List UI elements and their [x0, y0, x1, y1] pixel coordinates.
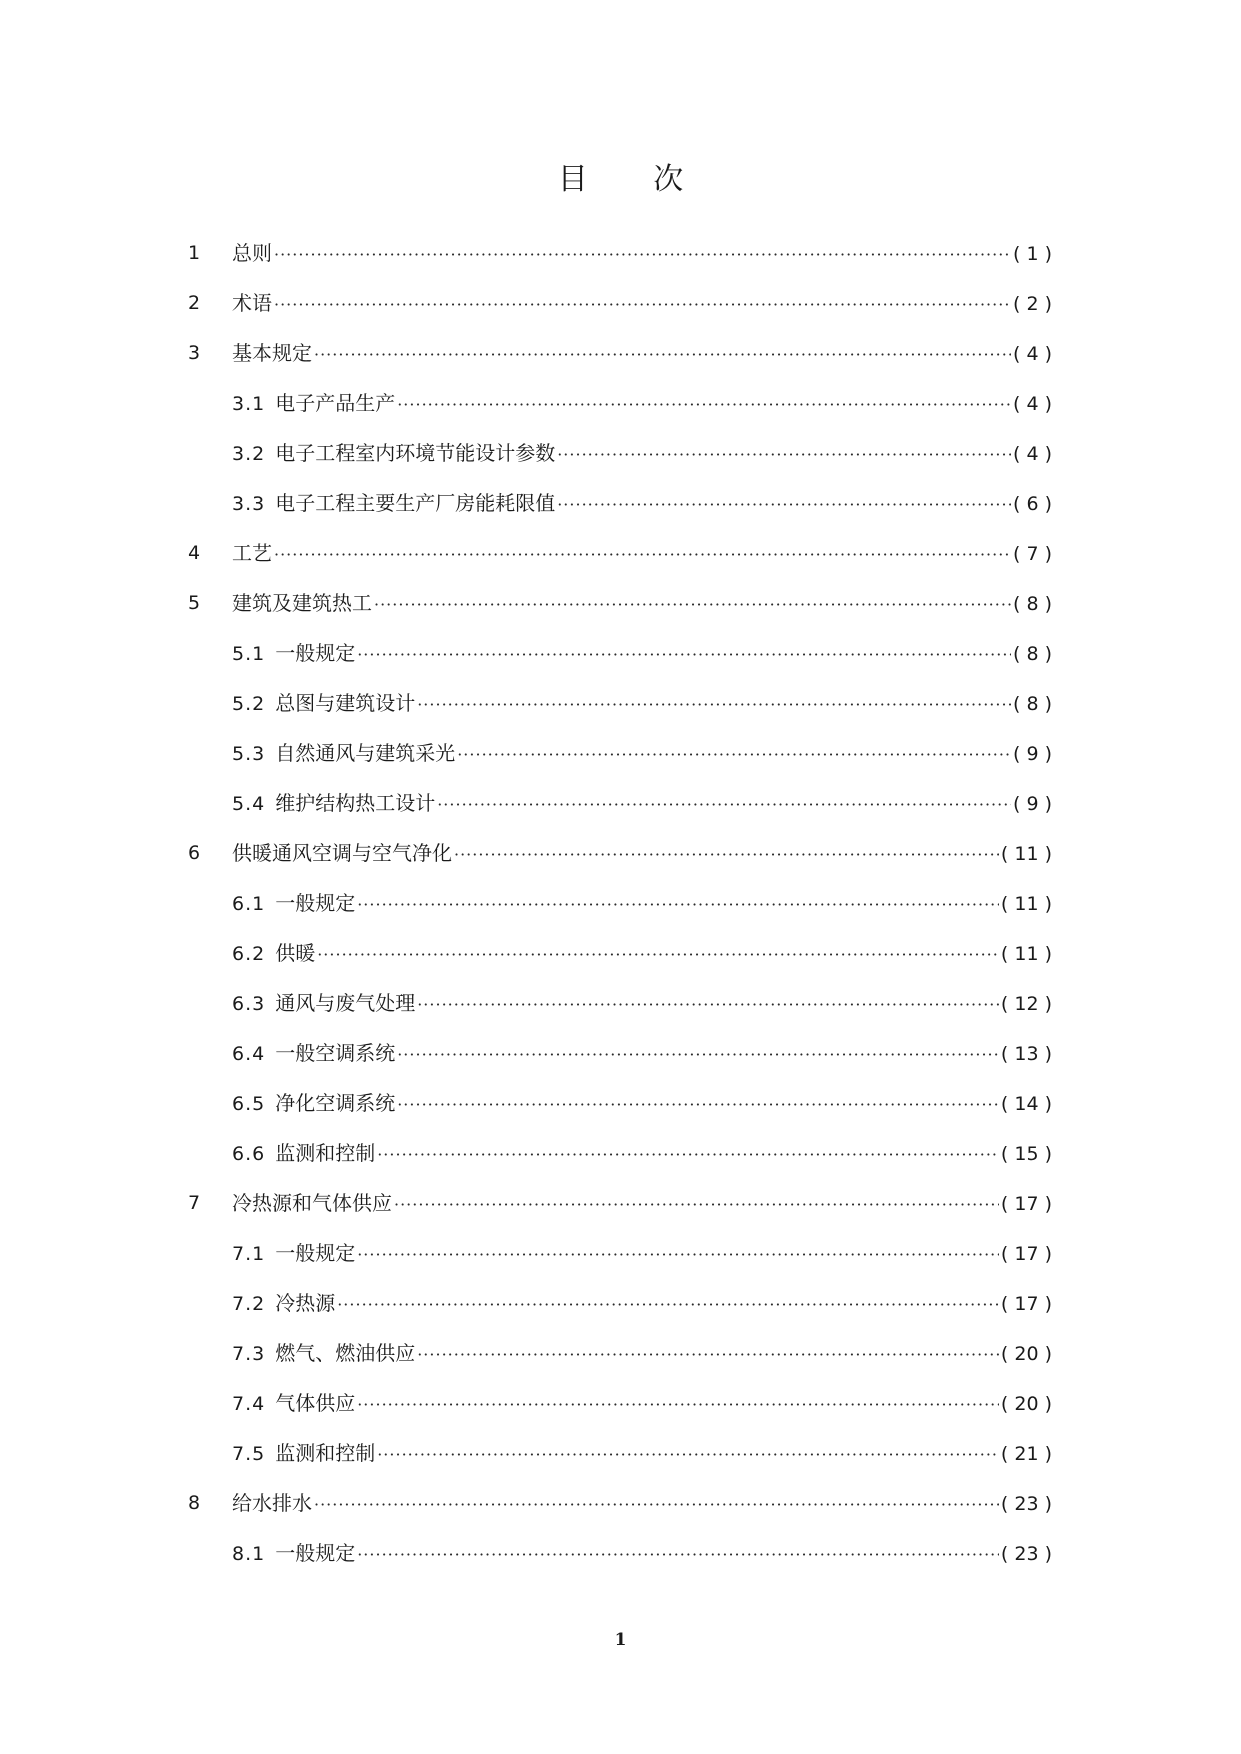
toc-entry-line	[232, 1378, 1052, 1430]
toc-entry[interactable]	[0, 1278, 1241, 1328]
paren-close: )	[1038, 1043, 1052, 1065]
toc-entry-title: 给水排水	[232, 1491, 312, 1515]
toc-dot-leader	[357, 1380, 999, 1430]
toc-entry-line	[232, 628, 1052, 680]
toc-section-number: 7.2	[232, 1293, 266, 1315]
paren-open: (	[1013, 593, 1027, 615]
toc-entry[interactable]	[0, 728, 1241, 778]
toc-entry-heading	[232, 1078, 395, 1129]
toc-page-number: 11	[1014, 843, 1039, 865]
toc-page-number: 13	[1014, 1043, 1039, 1065]
toc-entry-title: 冷热源和气体供应	[232, 1191, 392, 1215]
paren-close: )	[1038, 293, 1052, 315]
toc-section-number: 7.5	[232, 1443, 266, 1465]
toc-page-number: 20	[1014, 1393, 1039, 1415]
toc-dot-leader	[557, 480, 1011, 530]
toc-section-number: 6.6	[232, 1143, 266, 1165]
paren-open: (	[1013, 543, 1027, 565]
toc-dot-leader	[357, 1230, 999, 1280]
toc-entry[interactable]	[0, 1128, 1241, 1178]
toc-chapter-number: 1	[188, 242, 201, 264]
toc-entry-line	[232, 478, 1052, 530]
toc-entry-line	[232, 828, 1052, 880]
toc-dot-leader	[454, 830, 999, 880]
toc-entry[interactable]	[0, 428, 1241, 478]
paren-open: (	[1000, 1443, 1015, 1465]
toc-dot-leader	[397, 1030, 999, 1080]
toc-entry-line	[232, 1428, 1052, 1480]
toc-entry-title: 电子产品生产	[275, 391, 396, 415]
toc-entry[interactable]	[0, 1028, 1241, 1078]
toc-entry[interactable]	[0, 1078, 1241, 1128]
paren-close: )	[1038, 893, 1052, 915]
toc-dot-leader	[557, 430, 1011, 480]
toc-section-number: 3.1	[232, 393, 266, 415]
paren-open: (	[1000, 943, 1015, 965]
paren-close: )	[1038, 1293, 1052, 1315]
paren-open: (	[1000, 1043, 1015, 1065]
paren-close: )	[1038, 943, 1052, 965]
toc-entry-heading	[232, 378, 395, 429]
toc-entry[interactable]	[0, 1228, 1241, 1278]
paren-open: (	[1013, 343, 1027, 365]
toc-entry-line	[232, 1228, 1052, 1280]
paren-close: )	[1038, 843, 1052, 865]
toc-entry-title: 工艺	[232, 541, 272, 565]
toc-section-number: 7.4	[232, 1393, 266, 1415]
toc-page-ref	[1013, 529, 1052, 579]
toc-entry-title: 气体供应	[275, 1391, 356, 1415]
paren-close: )	[1038, 543, 1052, 565]
toc-page-number: 12	[1014, 993, 1039, 1015]
toc-entry-heading	[232, 1428, 375, 1479]
paren-close: )	[1038, 1193, 1052, 1215]
toc-entry[interactable]	[0, 978, 1241, 1028]
toc-dot-leader	[397, 1080, 999, 1130]
paren-close: )	[1038, 493, 1052, 515]
paren-close: )	[1038, 1443, 1052, 1465]
toc-page-ref	[1013, 679, 1052, 729]
toc-dot-leader	[457, 730, 1011, 780]
toc-page-ref	[1001, 1529, 1052, 1579]
toc-page-ref	[1001, 1379, 1052, 1429]
paren-close: )	[1038, 593, 1052, 615]
toc-entry-title: 通风与废气处理	[275, 991, 416, 1015]
toc-entry-line	[232, 678, 1052, 730]
page-number: 1	[614, 1630, 627, 1650]
toc-section-number: 6.5	[232, 1093, 266, 1115]
toc-entry-title: 一般规定	[275, 891, 356, 915]
paren-close: )	[1038, 1393, 1052, 1415]
paren-close: )	[1038, 1343, 1052, 1365]
toc-page-number: 9	[1026, 743, 1039, 765]
toc-page-number: 17	[1014, 1193, 1039, 1215]
paren-open: (	[1000, 843, 1015, 865]
toc-entry-line	[232, 528, 1052, 580]
paren-open: (	[1013, 743, 1027, 765]
toc-entry-line	[232, 728, 1052, 780]
toc-entry[interactable]	[0, 528, 1241, 578]
toc-page-number: 14	[1014, 1093, 1039, 1115]
paren-open: (	[1013, 393, 1027, 415]
toc-section-number: 3.2	[232, 443, 266, 465]
toc-dot-leader	[314, 330, 1011, 380]
toc-entry-heading	[232, 928, 315, 979]
toc-title: 目 次	[557, 162, 712, 197]
toc-entry[interactable]	[0, 228, 1241, 278]
toc-page-ref	[1013, 779, 1052, 829]
paren-open: (	[1000, 1243, 1015, 1265]
toc-entry-heading	[232, 1278, 335, 1329]
toc-page-number: 11	[1014, 893, 1039, 915]
toc-section-number: 6.4	[232, 1043, 266, 1065]
toc-entry-title: 供暖	[275, 941, 316, 965]
paren-open: (	[1000, 1343, 1015, 1365]
toc-page-number: 4	[1026, 343, 1039, 365]
toc-entry-heading	[232, 678, 415, 729]
toc-chapter-number: 4	[188, 542, 201, 564]
toc-entry-heading	[232, 1228, 355, 1279]
toc-entry-title: 电子工程主要生产厂房能耗限值	[275, 491, 556, 515]
toc-page-ref	[1013, 329, 1052, 379]
paren-open: (	[1000, 1393, 1015, 1415]
toc-page-number: 21	[1014, 1443, 1039, 1465]
toc-chapter-number: 8	[188, 1492, 201, 1514]
toc-entry-heading	[232, 1528, 355, 1579]
toc-entry[interactable]	[0, 828, 1241, 878]
toc-entry-heading	[232, 428, 555, 479]
toc-page-ref	[1013, 279, 1052, 329]
paren-close: )	[1038, 243, 1052, 265]
toc-entry-heading	[232, 278, 272, 328]
paren-open: (	[1000, 1143, 1015, 1165]
toc-section-number: 6.3	[232, 993, 266, 1015]
toc-page-ref	[1001, 979, 1052, 1029]
paren-open: (	[1013, 693, 1027, 715]
toc-entry-line	[232, 878, 1052, 930]
toc-entry-heading	[232, 328, 312, 378]
toc-page-ref	[1001, 829, 1052, 879]
paren-close: )	[1038, 793, 1052, 815]
toc-entry-heading	[232, 728, 455, 779]
toc-chapter-number: 5	[188, 592, 201, 614]
toc-page-number: 20	[1014, 1343, 1039, 1365]
toc-page-ref	[1013, 379, 1052, 429]
toc-page-ref	[1001, 1429, 1052, 1479]
toc-entry-heading	[232, 1378, 355, 1429]
toc-page-number: 23	[1014, 1543, 1039, 1565]
toc-entry-heading	[232, 228, 272, 278]
toc-entry[interactable]	[0, 778, 1241, 828]
toc-section-number: 5.4	[232, 793, 266, 815]
toc-entry[interactable]	[0, 378, 1241, 428]
toc-page-ref	[1001, 1279, 1052, 1329]
toc-page-number: 11	[1014, 943, 1039, 965]
toc-dot-leader	[377, 1130, 999, 1180]
toc-dot-leader	[357, 630, 1011, 680]
toc-entry-heading	[232, 878, 355, 929]
paren-open: (	[1013, 243, 1027, 265]
toc-entry-heading	[232, 778, 435, 829]
toc-entry-heading	[232, 478, 555, 529]
toc-section-number: 6.2	[232, 943, 266, 965]
toc-entry-title: 一般规定	[275, 1541, 356, 1565]
toc-dot-leader	[274, 230, 1011, 280]
toc-entry[interactable]	[0, 1378, 1241, 1428]
toc-entry[interactable]	[0, 628, 1241, 678]
toc-chapter-number: 7	[188, 1192, 201, 1214]
toc-dot-leader	[397, 380, 1011, 430]
toc-entry-title: 监测和控制	[275, 1441, 376, 1465]
toc-dot-leader	[394, 1180, 999, 1230]
paren-open: (	[1013, 493, 1027, 515]
toc-page-ref	[1013, 229, 1052, 279]
toc-dot-leader	[274, 530, 1011, 580]
toc-page-number: 8	[1026, 643, 1039, 665]
paren-close: )	[1038, 993, 1052, 1015]
toc-entry-line	[232, 1278, 1052, 1330]
toc-dot-leader	[337, 1280, 999, 1330]
toc-entry[interactable]	[0, 1328, 1241, 1378]
toc-entry[interactable]	[0, 1428, 1241, 1478]
toc-entry-title: 一般规定	[275, 1241, 356, 1265]
toc-entry-line	[232, 378, 1052, 430]
toc-entry-title: 一般规定	[275, 641, 356, 665]
toc-entry-title: 监测和控制	[275, 1141, 376, 1165]
paren-close: )	[1038, 343, 1052, 365]
paren-close: )	[1038, 743, 1052, 765]
toc-entry-line	[232, 228, 1052, 280]
toc-page-ref	[1001, 929, 1052, 979]
toc-entry[interactable]	[0, 878, 1241, 928]
paren-open: (	[1013, 293, 1027, 315]
toc-page-ref	[1013, 729, 1052, 779]
toc-entry[interactable]	[0, 1528, 1241, 1578]
toc-entry-line	[232, 928, 1052, 980]
toc-dot-leader	[417, 980, 999, 1030]
toc-page-number: 17	[1014, 1293, 1039, 1315]
toc-entry[interactable]	[0, 678, 1241, 728]
paren-close: )	[1038, 643, 1052, 665]
toc-entry-title: 基本规定	[232, 341, 312, 365]
toc-entry-line	[232, 1128, 1052, 1180]
toc-entry[interactable]	[0, 1478, 1241, 1528]
toc-page-ref	[1013, 479, 1052, 529]
toc-dot-leader	[314, 1480, 999, 1530]
paren-close: )	[1038, 1093, 1052, 1115]
toc-dot-leader	[437, 780, 1011, 830]
toc-entry-heading	[232, 828, 452, 878]
toc-entry-title: 总图与建筑设计	[275, 691, 416, 715]
toc-dot-leader	[317, 930, 999, 980]
paren-open: (	[1013, 643, 1027, 665]
toc-entry-line	[232, 278, 1052, 330]
toc-entry-line	[232, 978, 1052, 1030]
toc-page-ref	[1001, 1029, 1052, 1079]
toc-entry-line	[232, 1528, 1052, 1580]
toc-page-ref	[1001, 879, 1052, 929]
toc-page-ref	[1001, 1079, 1052, 1129]
toc-page-number: 1	[1026, 243, 1039, 265]
toc-entry-title: 术语	[232, 291, 272, 315]
toc-section-number: 5.2	[232, 693, 266, 715]
toc-page-number: 7	[1026, 543, 1039, 565]
paren-open: (	[1000, 993, 1015, 1015]
paren-open: (	[1000, 893, 1015, 915]
toc-entry-line	[232, 428, 1052, 480]
paren-close: )	[1038, 443, 1052, 465]
toc-section-number: 8.1	[232, 1543, 266, 1565]
toc-page-number: 17	[1014, 1243, 1039, 1265]
toc-entry-heading	[232, 628, 355, 679]
paren-open: (	[1000, 1543, 1015, 1565]
paren-close: )	[1038, 693, 1052, 715]
toc-entry-line	[232, 1178, 1052, 1230]
toc-section-number: 7.1	[232, 1243, 266, 1265]
toc-page-ref	[1001, 1479, 1052, 1529]
toc-page-number: 4	[1026, 393, 1039, 415]
toc-page-ref	[1001, 1179, 1052, 1229]
toc-page-ref	[1013, 579, 1052, 629]
paren-close: )	[1038, 393, 1052, 415]
paren-open: (	[1000, 1293, 1015, 1315]
toc-entry-heading	[232, 578, 372, 628]
toc-page-ref	[1001, 1129, 1052, 1179]
toc-dot-leader	[417, 680, 1011, 730]
toc-page-number: 23	[1014, 1493, 1039, 1515]
toc-page-number: 8	[1026, 693, 1039, 715]
toc-dot-leader	[374, 580, 1011, 630]
paren-open: (	[1013, 443, 1027, 465]
toc-entry-heading	[232, 1178, 392, 1228]
toc-chapter-number: 2	[188, 292, 201, 314]
toc-page-ref	[1013, 629, 1052, 679]
toc-entry-title: 维护结构热工设计	[275, 791, 436, 815]
toc-entry-title: 自然通风与建筑采光	[275, 741, 456, 765]
paren-open: (	[1000, 1493, 1015, 1515]
toc-page-number: 2	[1026, 293, 1039, 315]
toc-entry-title: 一般空调系统	[275, 1041, 396, 1065]
toc-section-number: 3.3	[232, 493, 266, 515]
toc-entry[interactable]	[0, 328, 1241, 378]
toc-chapter-number: 3	[188, 342, 201, 364]
toc-page-number: 4	[1026, 443, 1039, 465]
toc-entry-line	[232, 578, 1052, 630]
toc-entry[interactable]	[0, 478, 1241, 528]
toc-page-number: 15	[1014, 1143, 1039, 1165]
toc-dot-leader	[274, 280, 1011, 330]
toc-chapter-number: 6	[188, 842, 201, 864]
toc-entry-line	[232, 1328, 1052, 1380]
toc-entry[interactable]	[0, 578, 1241, 628]
toc-entry-title: 建筑及建筑热工	[232, 591, 372, 615]
toc-dot-leader	[357, 880, 999, 930]
toc-entry-heading	[232, 1128, 375, 1179]
toc-entry-heading	[232, 978, 415, 1029]
toc-entry-heading	[232, 528, 272, 578]
toc-page-ref	[1013, 429, 1052, 479]
toc-entry[interactable]	[0, 928, 1241, 978]
toc-section-number: 7.3	[232, 1343, 266, 1365]
toc-section-number: 6.1	[232, 893, 266, 915]
paren-close: )	[1038, 1543, 1052, 1565]
toc-page-number: 6	[1026, 493, 1039, 515]
toc-entry-line	[232, 1028, 1052, 1080]
toc-entry-title: 电子工程室内环境节能设计参数	[275, 441, 556, 465]
toc-entry-line	[232, 1078, 1052, 1130]
toc-section-number: 5.1	[232, 643, 266, 665]
paren-open: (	[1000, 1093, 1015, 1115]
toc-entry-heading	[232, 1478, 312, 1528]
toc-entry-title: 供暖通风空调与空气净化	[232, 841, 452, 865]
toc-entry[interactable]	[0, 278, 1241, 328]
toc-dot-leader	[377, 1430, 999, 1480]
toc-entry-line	[232, 328, 1052, 380]
toc-list	[0, 228, 1241, 1578]
toc-entry-line	[232, 1478, 1052, 1530]
paren-open: (	[1000, 1193, 1015, 1215]
toc-page-ref	[1001, 1229, 1052, 1279]
toc-entry[interactable]	[0, 1178, 1241, 1228]
paren-close: )	[1038, 1143, 1052, 1165]
toc-dot-leader	[417, 1330, 999, 1380]
toc-page-number: 8	[1026, 593, 1039, 615]
toc-page-number: 9	[1026, 793, 1039, 815]
toc-entry-heading	[232, 1028, 395, 1079]
toc-section-number: 5.3	[232, 743, 266, 765]
toc-entry-title: 总则	[232, 241, 272, 265]
paren-close: )	[1038, 1243, 1052, 1265]
toc-entry-title: 冷热源	[275, 1291, 336, 1315]
toc-entry-title: 净化空调系统	[275, 1091, 396, 1115]
toc-entry-heading	[232, 1328, 415, 1379]
toc-page-ref	[1001, 1329, 1052, 1379]
toc-dot-leader	[357, 1530, 999, 1580]
paren-close: )	[1038, 1493, 1052, 1515]
paren-open: (	[1013, 793, 1027, 815]
toc-entry-line	[232, 778, 1052, 830]
toc-entry-title: 燃气、燃油供应	[275, 1341, 416, 1365]
